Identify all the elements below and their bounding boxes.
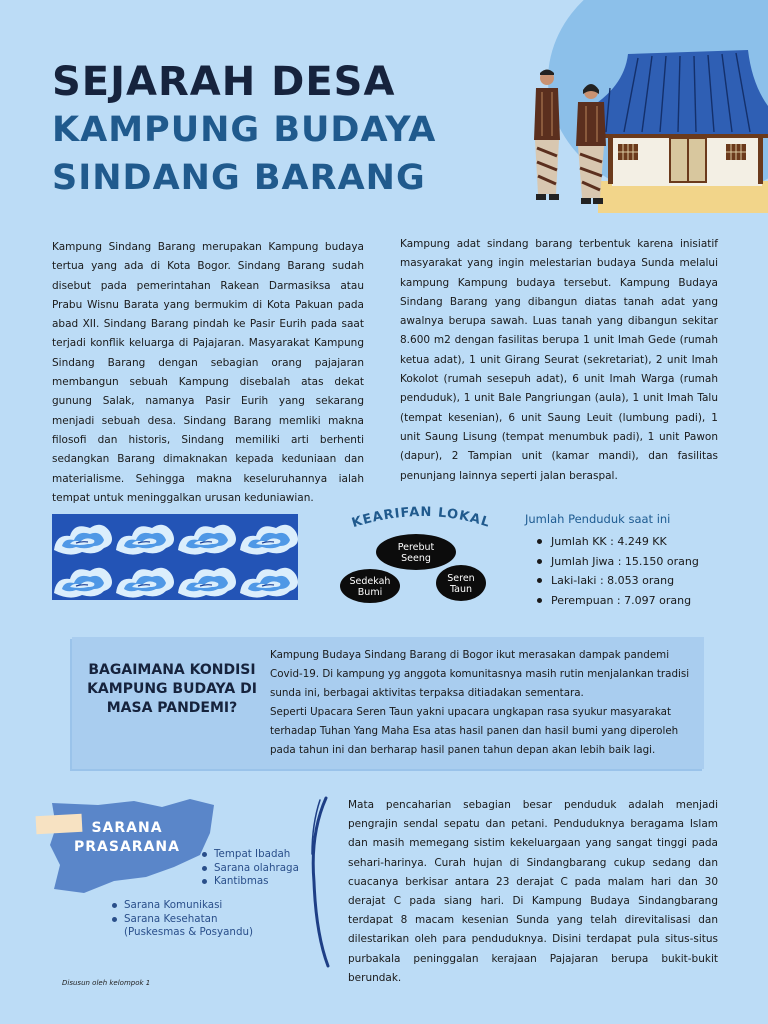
batik-cloud-pattern <box>52 514 298 600</box>
sarana-item: Sarana Komunikasi <box>112 899 253 913</box>
title-line-2: KAMPUNG BUDAYA <box>52 110 437 150</box>
pandemi-paragraph-1: Kampung Budaya Sindang Barang di Bogor ikut merasakan dampak pandemi Covid-19. Di kampung yg anggota komunitasnya masih rutin menjalankan tradisi sunda ini, berbagai aktivitas terpaksa ditiadakan sementara. <box>270 649 690 700</box>
svg-text:KEARIFAN LOKAL <box>350 505 492 531</box>
couple-illustration <box>534 70 606 205</box>
sarana-title <box>66 819 188 857</box>
penduduk-list <box>525 532 725 610</box>
sarana-item <box>112 913 253 940</box>
penduduk-kk: Jumlah KK : 4.249 KK <box>525 532 725 552</box>
intro-right-text: Kampung adat sindang barang terbentuk karena inisiatif masyarakat yang ingin melestarian budaya Sunda melalui kampung Kampung budaya tersebut. Kampung Budaya Sindang Barang yang dibangun diatas tanah adat yang awalnya berupa sawah. Luas tanah yang dibangun sekitar 8.600 m2 dengan fasilitas berupa 1 unit Imah Gede (rumah ketua adat), 1 unit Girang Seurat (sekretariat), 2 unit Imah Kokolot (rumah sesepuh adat), 6 unit Imah Warga (rumah penduduk), 1 unit Bale Pangriungan (aula), 1 unit Imah Talu (tempat kesenian), 6 unit Saung Leuit (lumbung padi), 1 unit Saung Lisung (tempat menumbuk padi), 1 unit Pawon (dapur), 2 Tampian unit (kamar mandi), dan fasilitas penunjang lainnya seperti jalan beraspal. <box>400 238 718 482</box>
sarana-item-label: Sarana Kesehatan <box>124 912 218 925</box>
pandemi-paragraph-2: Seperti Upacara Seren Taun yakni upacara ungkapan rasa syukur masyarakat terhadap Tuhan Yang Maha Esa atas hasil panen dan hasil bumi yang diperoleh pada tahun ini dan berharap hasil panen tahun depan akan lebih baik lagi. <box>270 706 679 757</box>
kearifan-title: KEARIFAN LOKAL <box>350 504 493 532</box>
bracket-ornament <box>306 794 336 970</box>
sarana-item-note: (Puskesmas & Posyandu) <box>124 926 254 938</box>
pandemi-panel <box>72 637 704 769</box>
mata-pencaharian-text: Mata pencaharian sebagian besar penduduk adalah menjadi pengrajin sendal sepatu dan petani. Penduduknya beragama Islam dan masih memegang sistim kekeluargaan yang sangat tinggi pada sehari-harinya. Curah hujan di Sindangbarang cukup sedang dan cuacanya berkisar antara 23 derajat C pada malam hari dan 30 derajat C pada siang hari. Di Kampung Budaya Sindangbarang terdapat 8 macam kesenian Sunda yang telah direvitalisasi dan dilestarikan oleh para penduduknya. Disini terdapat pula situs-situs purbakala peninggalan kerajaan Pajajaran berupa bukit-bukit berundak. <box>348 799 718 984</box>
penduduk-title: Jumlah Penduduk saat ini <box>525 512 671 526</box>
kearifan-item-2-line-2: Bumi <box>357 587 383 598</box>
house-illustration <box>520 48 768 218</box>
kearifan-lokal-diagram <box>334 500 514 610</box>
penduduk-jiwa: Jumlah Jiwa : 15.150 orang <box>525 552 725 572</box>
penduduk-section <box>525 512 725 610</box>
kearifan-item-2-line-1: Sedekah <box>349 576 391 587</box>
kearifan-item-1-line-2: Seeng <box>401 553 431 564</box>
pandemi-answer <box>270 646 690 761</box>
sarana-title-line-2: PRASARANA <box>74 839 180 855</box>
page-title <box>52 58 436 202</box>
credit-text: Disusun oleh kelompok 1 <box>62 979 151 987</box>
sarana-list-b <box>112 899 253 940</box>
kearifan-item-3-line-1: Seren <box>447 573 475 584</box>
penduduk-perempuan: Perempuan : 7.097 orang <box>525 591 725 611</box>
sarana-list-a <box>202 848 299 889</box>
sarana-item: Sarana olahraga <box>202 862 299 876</box>
sarana-title-line-1: SARANA <box>91 820 163 836</box>
sarana-item: Tempat Ibadah <box>202 848 299 862</box>
intro-left-text: Kampung Sindang Barang merupakan Kampung budaya tertua yang ada di Kota Bogor. Sindang Barang sudah disebut pada pemerintahan Rakean Darmasiksa atau Prabu Wisnu Barata yang bermukim di Kota Pakuan pada abad XII. Sindang Barang pindah ke Pasir Eurih pada saat terjadi konflik keluarga di Pajajaran. Masyarakat Kampung Sindang Barang dengan sebagian orang pajajaran membangun sebuah Kampung disebalah atas dekat gunung Salak, namanya Pasir Eurih yang sekarang menjadi sebuah desa. Sindang Barang memliki makna filosofi dan historis, Sindang memiliki arti berhenti sedangkan Barang dimaknakan kepada keduniaan dan materialisme. Sehingga makna keseluruhannya ialah tempat untuk meninggalkan urusan keduniawian. <box>52 241 364 504</box>
title-line-1: SEJARAH DESA <box>52 59 396 105</box>
title-line-3: SINDANG BARANG <box>52 158 426 198</box>
kearifan-item-3-line-2: Taun <box>449 584 473 595</box>
pandemi-question: BAGAIMANA KONDISI KAMPUNG BUDAYA DI MASA PANDEMI? <box>87 662 257 716</box>
penduduk-laki: Laki-laki : 8.053 orang <box>525 571 725 591</box>
sarana-item: Kantibmas <box>202 875 299 889</box>
kearifan-item-1-line-1: Perebut <box>397 542 435 553</box>
